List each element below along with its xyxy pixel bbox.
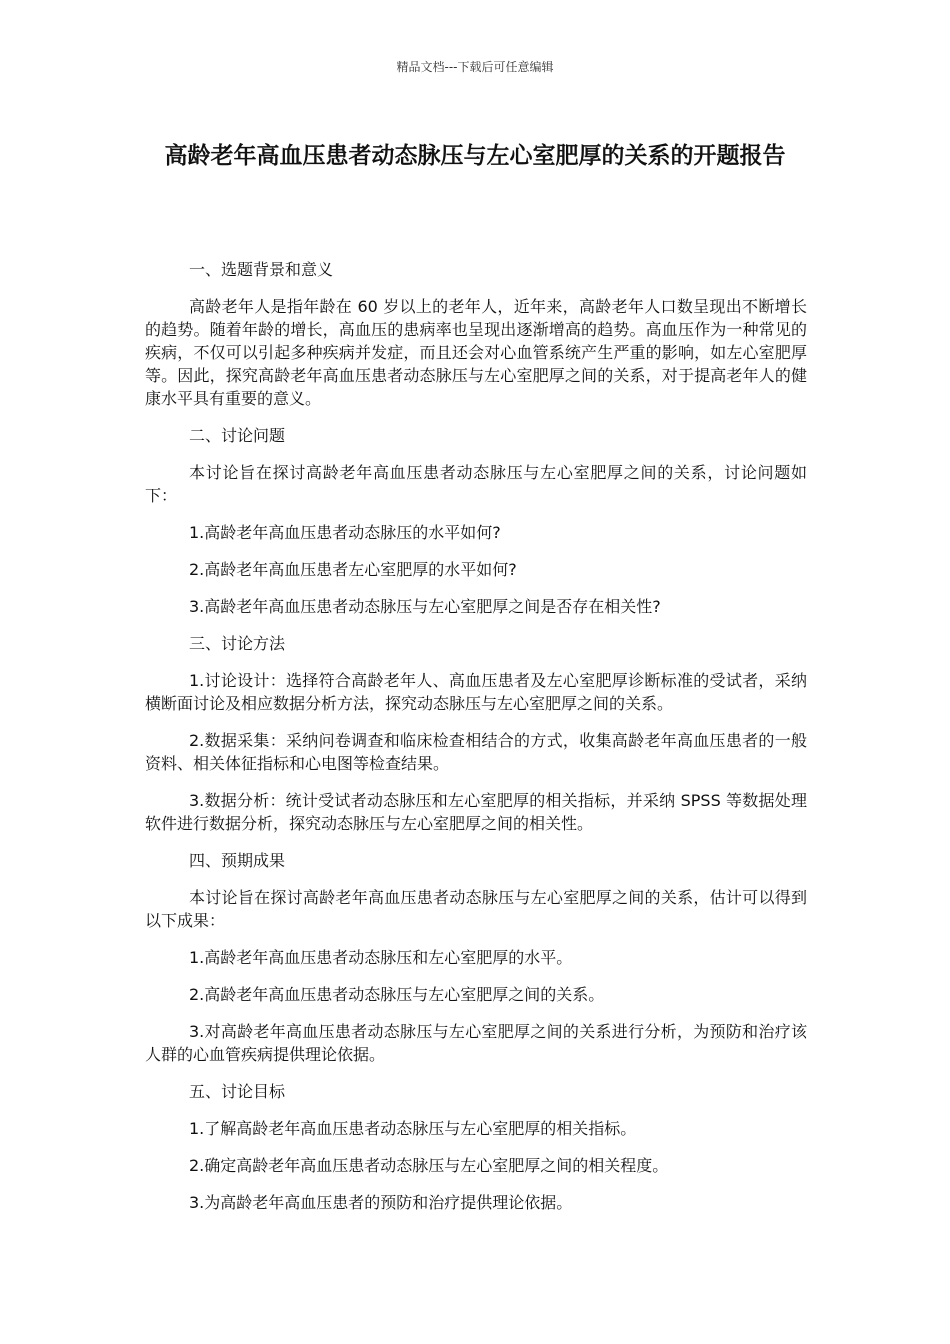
section-heading: 二、讨论问题 bbox=[189, 426, 286, 445]
paragraph: 本讨论旨在探讨高龄老年高血压患者动态脉压与左心室肥厚之间的关系，讨论问题如下： bbox=[145, 463, 807, 505]
list-item: 2.数据采集：采纳问卷调查和临床检查相结合的方式，收集高龄老年高血压患者的一般资料、相关体征指标和心电图等检查结果。 bbox=[145, 731, 807, 773]
document-body bbox=[145, 258, 807, 1228]
list-item: 3.高龄老年高血压患者动态脉压与左心室肥厚之间是否存在相关性? bbox=[189, 597, 661, 616]
list-item: 1.讨论设计：选择符合高龄老年人、高血压患者及左心室肥厚诊断标准的受试者，采纳横断面讨论及相应数据分析方法，探究动态脉压与左心室肥厚之间的关系。 bbox=[145, 671, 807, 713]
list-item: 3.数据分析：统计受试者动态脉压和左心室肥厚的相关指标，并采纳 SPSS 等数据处理软件进行数据分析，探究动态脉压与左心室肥厚之间的相关性。 bbox=[145, 791, 807, 833]
list-item: 2.高龄老年高血压患者动态脉压与左心室肥厚之间的关系。 bbox=[189, 985, 605, 1004]
list-item: 1.高龄老年高血压患者动态脉压和左心室肥厚的水平。 bbox=[189, 948, 573, 967]
list-item: 2.确定高龄老年高血压患者动态脉压与左心室肥厚之间的相关程度。 bbox=[189, 1156, 669, 1175]
section-heading: 四、预期成果 bbox=[189, 851, 286, 870]
list-item: 1.了解高龄老年高血压患者动态脉压与左心室肥厚的相关指标。 bbox=[189, 1119, 637, 1138]
header-note: 精品文档---下载后可任意编辑 bbox=[396, 60, 554, 74]
document-title: 高龄老年高血压患者动态脉压与左心室肥厚的关系的开题报告 bbox=[164, 143, 786, 169]
list-item: 1.高龄老年高血压患者动态脉压的水平如何? bbox=[189, 523, 501, 542]
list-item: 2.高龄老年高血压患者左心室肥厚的水平如何? bbox=[189, 560, 517, 579]
section-heading: 五、讨论目标 bbox=[189, 1082, 286, 1101]
section-heading: 一、选题背景和意义 bbox=[189, 260, 334, 279]
paragraph: 本讨论旨在探讨高龄老年高血压患者动态脉压与左心室肥厚之间的关系，估计可以得到以下成果： bbox=[145, 888, 807, 930]
list-item: 3.为高龄老年高血压患者的预防和治疗提供理论依据。 bbox=[189, 1193, 573, 1212]
section-heading: 三、讨论方法 bbox=[189, 634, 286, 653]
paragraph: 高龄老年人是指年龄在 60 岁以上的老年人，近年来，高龄老年人口数呈现出不断增长的趋势。随着年龄的增长，高血压的患病率也呈现出逐渐增高的趋势。高血压作为一种常见的疾病，不仅可以引起多种疾病并发症，而且还会对心血管系统产生严重的影响，如左心室肥厚等。因此，探究高龄老年高血压患者动态脉压与左心室肥厚之间的关系，对于提高老年人的健康水平具有重要的意义。 bbox=[145, 297, 807, 408]
list-item: 3.对高龄老年高血压患者动态脉压与左心室肥厚之间的关系进行分析，为预防和治疗该人群的心血管疾病提供理论依据。 bbox=[145, 1022, 807, 1064]
